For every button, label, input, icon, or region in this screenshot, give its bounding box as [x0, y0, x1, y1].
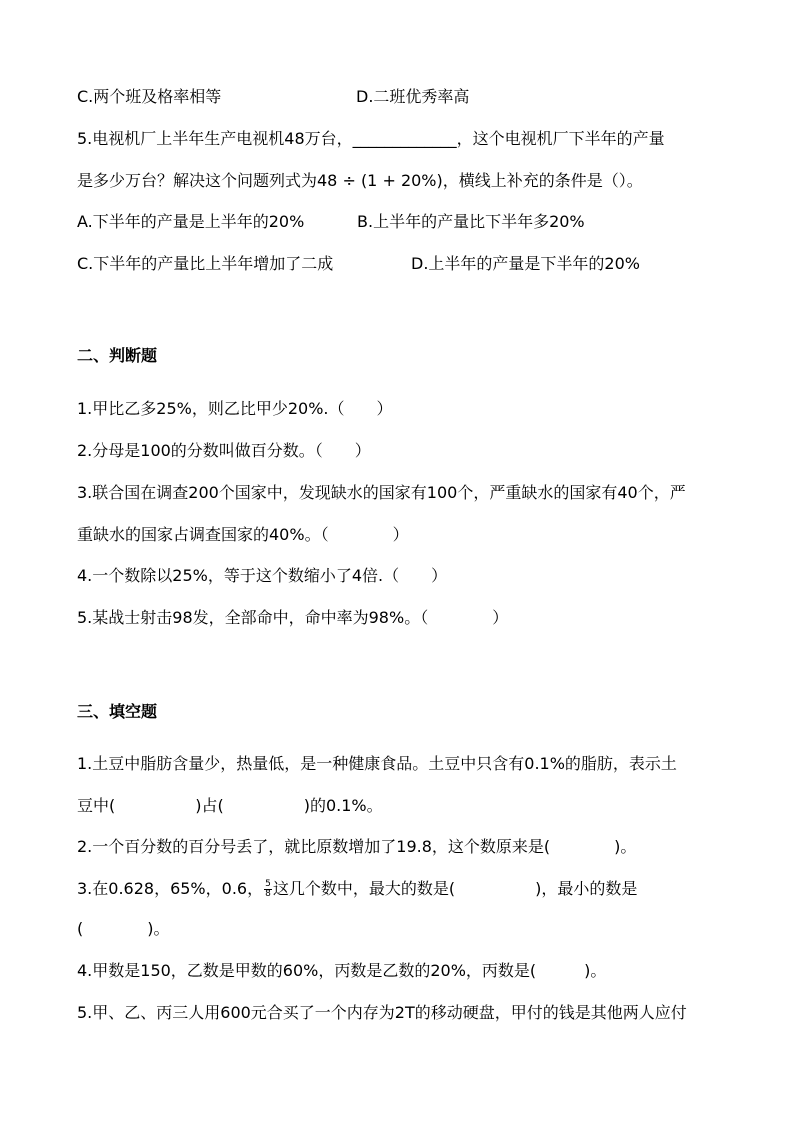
judgment-q3-line-1: 3.联合国在调查200个国家中，发现缺水的国家有100个，严重缺水的国家有40个，严: [77, 483, 686, 502]
judgment-q2: 2.分母是100的分数叫做百分数。（ ）: [77, 441, 371, 460]
fill-q3-line-1: [77, 879, 637, 899]
fraction-five-eighths: [264, 880, 272, 899]
q4-options-cd: [77, 87, 470, 107]
question-5-line-2: 是多少万台？解决这个问题列式为48 ÷ (1 + 20%)，横线上补充的条件是（）。: [77, 171, 643, 190]
option-c: C.两个班及格率相等: [77, 87, 222, 106]
fill-q3-text-before: 3.在0.628，65%，0.6，: [77, 879, 264, 898]
q5-options-ab: [77, 212, 585, 232]
section-heading-fill-in: 三、填空题: [77, 702, 158, 721]
fill-q1-line-2: 豆中( )占( )的0.1%。: [77, 796, 383, 815]
fill-q2: 2.一个百分数的百分号丢了，就比原数增加了19.8，这个数原来是( )。: [77, 837, 637, 856]
option-c: C.下半年的产量比上半年增加了二成: [77, 254, 334, 273]
question-5-line-1: 5.电视机厂上半年生产电视机48万台，_____________，这个电视机厂下半年的产量: [77, 129, 665, 148]
fill-q3-text-after: 这几个数中，最大的数是( )，最小的数是: [272, 879, 638, 898]
judgment-q4: 4.一个数除以25%，等于这个数缩小了4倍.（ ）: [77, 566, 448, 585]
option-a: A.下半年的产量是上半年的20%: [77, 212, 305, 231]
section-heading-judgment: 二、判断题: [77, 346, 158, 365]
fill-q1-line-1: 1.土豆中脂肪含量少，热量低，是一种健康食品。土豆中只含有0.1%的脂肪，表示土: [77, 754, 677, 773]
fraction-numerator: 5: [265, 879, 271, 889]
fill-q3-line-2: ( )。: [77, 919, 170, 938]
fill-q5-line-1: 5.甲、乙、丙三人用600元合买了一个内存为2T的移动硬盘，甲付的钱是其他两人应付: [77, 1003, 687, 1022]
judgment-q5: 5.某战士射击98发，全部命中，命中率为98%。（ ）: [77, 608, 509, 627]
fill-q4: 4.甲数是150，乙数是甲数的60%，丙数是乙数的20%，丙数是( )。: [77, 961, 607, 980]
judgment-q3-line-2: 重缺水的国家占调查国家的40%。（ ）: [77, 525, 409, 544]
option-b: B.上半年的产量比下半年多20%: [357, 212, 585, 231]
fraction-denominator: 8: [265, 889, 271, 899]
q5-options-cd: [77, 254, 640, 274]
option-d: D.上半年的产量是下半年的20%: [411, 254, 640, 273]
option-d: D.二班优秀率高: [356, 87, 470, 106]
judgment-q1: 1.甲比乙多25%，则乙比甲少20%.（ ）: [77, 399, 393, 418]
